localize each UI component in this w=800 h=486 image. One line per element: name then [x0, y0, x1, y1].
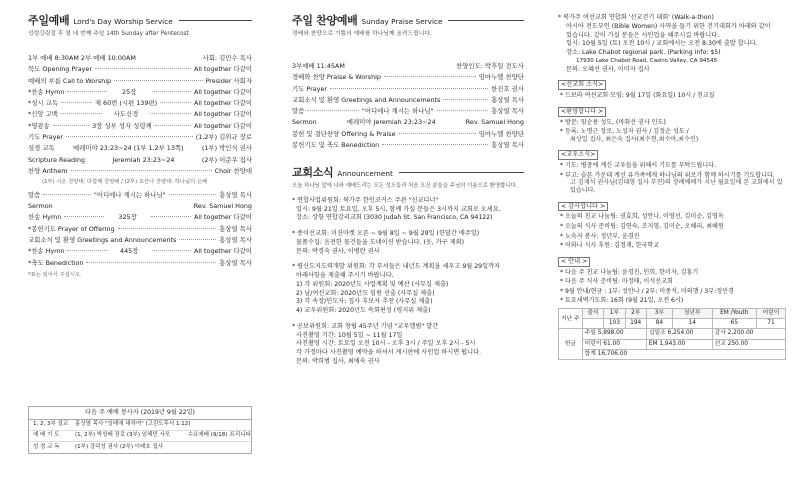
divider [179, 20, 252, 21]
praise-header [292, 14, 524, 28]
order-item-label: 교회소식 및 환영 Greetings and Announcements [28, 236, 177, 245]
dotted-leader [152, 91, 191, 92]
announce-line: * 공보위원회: 교회 창립 45주년 기념 "교우앨범" 발간 [292, 322, 439, 330]
dotted-leader [67, 250, 106, 251]
order-item-person: 홍상열 목사 [491, 95, 524, 104]
order-item-person: 임마누엘 찬양단 [478, 73, 524, 82]
news-item: * 어와나 식사 후원: 김정재, 한국학교 [560, 242, 660, 250]
praise-time-row [292, 62, 524, 73]
order-item-person: 홍상열 목사 [491, 107, 525, 116]
order-item [292, 85, 524, 96]
praise-title-ko: 주일 찬양예배 [292, 14, 358, 27]
order-item-label: 성경 교독 [28, 144, 55, 153]
walk-contact: 문의: 오혜선 권사, 이미자 집사 [566, 65, 650, 73]
dotted-leader [437, 110, 489, 111]
dotted-leader [67, 91, 106, 92]
order-item [28, 167, 252, 178]
news-item: * 방문: 임순용 성도, (마취선 권사 인도) [560, 118, 666, 126]
order-item-label: *영광송 [28, 121, 50, 130]
order-item [28, 225, 252, 236]
news-block [558, 107, 786, 144]
offering-value: 선교 250.00 [712, 339, 785, 349]
news-item: * 드보라 여선교회 모임: 9월 17일 (화요일) 10시 / 친교실 [560, 92, 715, 100]
order-item [28, 65, 252, 76]
order-item [28, 213, 252, 224]
dotted-leader [307, 110, 359, 111]
news-block-tag: <교우소식> [558, 150, 598, 160]
order-item-person: 홍상열 목사 [219, 258, 252, 267]
order-item-person: (1,2부) 김위규 장로 [195, 133, 252, 142]
announce-list [292, 197, 524, 366]
next-week-box [28, 406, 252, 454]
order-item [28, 110, 252, 121]
stand-note: *표는 일어서 주십시오. [28, 271, 82, 278]
order-item-label: 묵도 Opening Prayer [28, 65, 92, 74]
next-week-title: 다음 주 예배 봉사자 (2019년 9월 22일) [29, 407, 251, 420]
dotted-leader [152, 250, 191, 251]
order-item-label: Scripture Reading [28, 155, 85, 164]
announce-line: 장소: 상항 연합감리교회 (3030 Judah St. San Francisco, CA 94122) [296, 214, 493, 222]
order-item-detail: 3장 성부 성자 성령께 [92, 121, 152, 130]
order-item [292, 141, 524, 152]
order-item-person: 임마누엘 찬양단 [478, 129, 524, 138]
attendance-value: 71 [756, 319, 785, 329]
order-item-person: (1부) 박인식 권사 [201, 144, 252, 153]
order-item-label: Sermon [292, 118, 317, 127]
order-item-label: Sermon [28, 202, 53, 211]
praise-column [262, 0, 532, 486]
order-item-label: 봉헌 및 결단찬양 Offering & Praise [292, 129, 396, 138]
worship-title-ko: 주일예배 [28, 14, 70, 27]
next-week-value: 홍상열 목사 "잉태에 대하여" (고린도후서 1:12) [75, 421, 191, 428]
announce-line: * 평신도지도력개발 위원회: 각 부서들은 내년도 계획을 세우고 9월 29일까지 [292, 263, 501, 271]
announce-intro: 오늘 하나님 앞에 나와 예배드리는 모든 성도들과 처음 오신 분들을 주님의 이름으로 환영합니다. [292, 183, 518, 190]
news-item-detail: 고 김재석 권사님(김대영 집사 부친)의 장례예배가 지난 월요일에 본 교회에서 있었습니다. [570, 179, 783, 194]
announce-line: * 종이선교회: 미션마켓 오픈 ~ 9월 8일 ~ 9월 29일 (한달간 매주일) [292, 230, 480, 238]
order-item-person: All together 다같이 [193, 213, 252, 222]
news-block-tag: < 안내 > [558, 257, 590, 267]
order-item-person: (2부) 이준우 집사 [201, 155, 252, 164]
order-item-label: 경배와 찬양 Praise & Worship [292, 73, 381, 82]
attendance-value: 84 [646, 319, 672, 329]
worship-header [28, 14, 252, 28]
worship-time: 1부 예배 8:30AM 2부 예배 10:00AM [28, 53, 136, 62]
next-week-row [29, 431, 251, 442]
dotted-leader [443, 99, 488, 100]
order-item [28, 99, 252, 110]
attendance-col-header: 1부 [604, 308, 625, 318]
offering-side-label: 헌금 [559, 329, 583, 360]
walk-place: 장소: Lake Chabot regional park. (Parking info: $5) [566, 49, 721, 56]
news-item: * 등록: 노명근 장로, 노성자 권사 / 김정순 성도 / [560, 128, 689, 136]
news-item: * 기도: 병중에 계신 교우들을 위해서 기도를 부탁드립니다. [560, 162, 716, 170]
order-item-label: 예배의 부름 Call to Worship [28, 76, 112, 85]
walk-a-thon-notice [558, 14, 786, 73]
next-week-value: (1, 2부) 박성배 장로 (3부) 임해민 사모 [75, 432, 171, 439]
news-item: * 오늘의 식사 준비팀: 김연숙, 조지영, 김미순, 오혜리, 최혜원 [560, 222, 724, 230]
order-item-detail: "어디에나 계시는 하나님" [361, 107, 434, 116]
dotted-leader [155, 125, 191, 126]
walk-line: 아시아 전도부인 (Bible Women) 사역을 돕기 위한 걷기대회가 아래와 같이 [566, 22, 771, 30]
attendance-value: 14 [672, 319, 712, 329]
order-item-detail: 예레미야 23:23~24 (1부 1,2부 13쪽) [72, 144, 184, 153]
attendance-col-header: 3부 [646, 308, 672, 318]
news-item: * 오늘의 친교 나눔팀: 권효희, 성안나, 이영선, 김미순, 김영옥 [560, 213, 724, 221]
news-block-tag: <선교회 소식> [558, 80, 606, 90]
order-item [292, 118, 524, 129]
news-block-tag: <환영합니다 > [558, 107, 606, 117]
attendance-col-header: 청년부 [672, 308, 712, 318]
next-week-role: 예 배 기 도 [33, 432, 60, 439]
order-item [28, 259, 252, 270]
announce-header [292, 166, 524, 180]
order-item-detail: 25장 [122, 87, 137, 96]
order-item-detail: Jeremiah 23:23~24 [112, 155, 175, 164]
order-item-label: 봉헌기도 및 축도 Benediction [292, 141, 380, 150]
news-item: * 노숙자 봉사: 정년부, 윤경진 [560, 232, 640, 240]
dotted-leader [382, 144, 488, 145]
walk-title: * 북가주 여선교회 연합회 '선교걷기 대회' (Walk-a-thon) [558, 14, 714, 21]
order-item-person: Rev. Samuel Hong [193, 202, 252, 211]
order-item-detail: 325장 [118, 213, 137, 222]
order-item-label: 찬송 Hymn [28, 213, 62, 222]
order-item [28, 133, 252, 144]
divider [399, 172, 524, 173]
order-item-label: 기도 Prayer [28, 133, 64, 142]
order-item [292, 130, 524, 141]
worship-column [0, 0, 262, 486]
order-item [28, 88, 252, 99]
order-item [292, 96, 524, 107]
order-item-detail: 제 60번 (시편 139편) [94, 99, 158, 108]
anthem-note: (1부) 시온 찬양대: 다함께 찬양해 / (2부) 호산나 찬양대: 하나님의 은혜 [42, 179, 208, 186]
announce-gap [292, 316, 524, 323]
next-week-role: 성 경 교 독 [33, 443, 60, 450]
attendance-side-label: 지난 주 [559, 308, 583, 328]
praise-order-list [292, 73, 524, 152]
order-item-person: All together 다같이 [193, 99, 253, 108]
order-item-person: 홍상열 목사 [219, 236, 252, 245]
order-item-label: *찬송 Hymn [28, 87, 65, 96]
announce-line: 일시: 9월 21일 토요일, 오후 5시, 함께 가실 분들은 3시까지 교회로 오세요. [296, 205, 501, 213]
order-item [292, 73, 524, 84]
order-item-label: 말씀 [292, 107, 305, 116]
announce-line: 문의: 박희범 집사, 최애숙 권사 [296, 357, 380, 365]
next-week-role-2: 수요예배 (9/18) : [187, 432, 231, 439]
order-item-label: *축도 Benediction [28, 258, 84, 267]
attendance-col-header: EM /Youth [712, 308, 756, 318]
announce-line: 사진촬영 기간: 10월 5일 ~ 11월 17일 [296, 331, 403, 339]
order-item-label: *찬송 Hymn [28, 247, 65, 256]
order-item-person: All together 다같이 [193, 247, 252, 256]
news-block [558, 257, 786, 305]
announce-line: 문의: 박경숙 권사, 이병란 권사 [296, 247, 380, 255]
announce-line: 아래사항을 제출해 주시기 바랍니다. [296, 272, 394, 280]
order-item [28, 247, 252, 258]
announce-line: 2) 남/여선교회: 2020년도 임원 선출 (사무실 제출) [296, 289, 435, 297]
worship-title-en: Lord's Day Worship Service [73, 17, 173, 26]
order-item-label: 찬양 Anthem [28, 166, 68, 175]
dotted-leader [384, 76, 476, 77]
praise-subtitle: 경배와 찬양으로 기쁨의 예배를 하나님께 올려드립니다. [292, 30, 432, 37]
order-item-person: 홍상열 목사 [219, 190, 253, 199]
dotted-leader [95, 68, 191, 69]
praise-time: 3부예배 11:45AM [292, 61, 345, 70]
attendance-value: 194 [625, 319, 646, 329]
offering-total: 합계 16,706.00 [582, 349, 785, 359]
order-item-label: *성시 교독 [28, 99, 58, 108]
order-item-person: 홍상열 목사 [491, 141, 524, 150]
announce-title-en: Announcement [337, 169, 393, 179]
announce-line: 1) 각 위원회: 2020년도 사업계획 및 예산 (사무실 제출) [296, 280, 449, 288]
divider [448, 20, 524, 21]
attendance-spacer [582, 319, 604, 329]
worship-sermon-list [28, 191, 252, 270]
order-item [292, 107, 524, 118]
announce-line: 4) 교우위원회: 2020년도 속회편성 (평지위 제출) [296, 307, 431, 315]
finance-table [558, 308, 786, 360]
announce-line: 3) 각 속장/인도자: 집사 후보자 추천 (사무실 제출) [296, 298, 433, 306]
offering-value: 감사 2,200.00 [712, 329, 785, 339]
order-item-detail: 사도신경 [113, 110, 139, 119]
news-block [558, 202, 786, 250]
dotted-leader [118, 228, 216, 229]
news-item: * 토요새벽기도회: 16회 (9월 21일, 오전 6시) [560, 297, 684, 305]
dotted-leader [160, 102, 191, 103]
order-item [28, 202, 252, 213]
news-block [558, 150, 786, 194]
news-item-detail: 최상일 집사, 최은숙 집사(최수현,최수아,최수인) [570, 135, 699, 143]
order-item-person: Choir 찬양대 [214, 166, 252, 175]
announce-line: 물품수집: 음전한 물건들을 도네이션 받습니다. (옷, 가구 제외) [296, 238, 465, 246]
dotted-leader [61, 113, 102, 114]
order-item-person: Rev. Samuel Hong [465, 118, 524, 127]
order-item-person: Presider 사회자 [205, 76, 252, 85]
worship-order-list [28, 65, 252, 178]
attendance-value: 103 [604, 319, 625, 329]
news-item: * 다음 주 식사 준비팀: 마정태, 이석선교회 [560, 278, 673, 286]
announce-line: 사진촬영 시간: 토요일 오전 10시 - 오후 3시 / 주일 오후 2시 - 5시 [296, 340, 476, 348]
dotted-leader [150, 113, 191, 114]
walk-line: 있습니다. 같이 가실 분들은 사인업을 해주시길 바랍니다. [566, 31, 720, 39]
order-item-label: 기도 Prayer [292, 84, 328, 93]
walk-date: 일시: 10월 5일 (토) 오전 10시 / 교회에서는 오전 8:30에 출발 합니다. [566, 40, 758, 48]
dotted-leader [53, 125, 89, 126]
order-item-label: *봉헌기도 Prayer of Offering [28, 224, 115, 233]
order-item-person: 한진호 권사 [491, 84, 524, 93]
news-blocks [558, 80, 786, 305]
news-column [532, 0, 800, 486]
order-item-detail: 445장 [120, 247, 139, 256]
order-item [28, 156, 252, 167]
walk-address: 17930 Lake Chabot Road, Castro Valley, CA 94545 [576, 57, 718, 64]
dotted-leader [330, 88, 488, 89]
order-item [28, 191, 252, 202]
dotted-leader [64, 216, 104, 217]
dotted-leader [114, 80, 203, 81]
announce-line: 각 가정마다 사진촬영 예약을 하셔서 게시판에 사인업 하시면 됩니다. [296, 349, 482, 357]
news-block-tag: < 감사합니다 > [558, 202, 608, 212]
praise-title-en: Sunday Praise Service [361, 17, 443, 26]
dotted-leader [43, 194, 91, 195]
dotted-leader [61, 102, 92, 103]
order-item-label: *신앙 고백 [28, 110, 58, 119]
attendance-col-header: 어린이 [756, 308, 785, 318]
next-week-value: (1부) 강덕성 권사 (2부) 이태호 집사 [75, 443, 164, 450]
order-item-label: 말씀 [28, 190, 41, 199]
attendance-header-label: 출석 [582, 308, 604, 318]
order-item-person: All together 다같이 [193, 110, 252, 119]
offering-value: 주일 5,898.00 [582, 329, 646, 339]
worship-time-row [28, 54, 252, 65]
dotted-leader [151, 216, 191, 217]
order-item-person: All together 다같이 [193, 121, 253, 130]
order-item-detail: 예레미야 Jeremiah 23:23~24 [346, 118, 436, 127]
order-item-person: All together 다같이 [193, 87, 252, 96]
worship-presider: 사회: 김민수 목사 [202, 53, 252, 62]
offering-value: 십일조 6,254.00 [646, 329, 712, 339]
news-item: * 부고: 슬픈 가운데 계신 유가족에게 하나님의 위로가 함께 하시기를 기도합니다. [560, 171, 775, 179]
praise-leader: 찬양인도: 박후일 전도사 [456, 61, 524, 70]
order-item-label: 교회소식 및 환영 Greetings and Announcements [292, 95, 441, 104]
announce-title-ko: 교회소식 [292, 166, 334, 180]
order-item-person: All together 다같이 [193, 65, 252, 74]
next-week-role: 1, 2, 3부 설교 [33, 421, 69, 428]
dotted-leader [169, 194, 217, 195]
dotted-leader [66, 136, 193, 137]
order-item [28, 236, 252, 247]
news-item: * 9월 안내/현금 : 1부: 성안나 / 2부: 미종석, 미의행 / 3부:정민경 [560, 287, 734, 295]
dotted-leader [179, 239, 216, 240]
order-item [28, 77, 252, 88]
attendance-value: 65 [712, 319, 756, 329]
announce-line: * 연합사업위원회: 북가주 한인코커스 주관 "선교디너" [292, 196, 439, 204]
worship-subtitle: 성령강림절 후 열 네 번째 주일 14th Sunday after Pentecost [28, 30, 189, 37]
dotted-leader [399, 133, 476, 134]
order-item-person: 홍상열 목사 [219, 224, 252, 233]
next-week-row [29, 442, 251, 453]
news-block [558, 80, 786, 99]
offering-value: 어린이 61.00 [582, 339, 646, 349]
attendance-col-header: 2부 [625, 308, 646, 318]
order-item [28, 122, 252, 133]
dotted-leader [71, 170, 212, 171]
order-item-detail: "어디에나 계시는 하나님" [93, 190, 166, 199]
news-item: * 다음 주 친교 나눔팀: 윤경진, 인희, 한미자, 김홍기 [560, 268, 699, 276]
next-week-row [29, 420, 251, 431]
offering-value: EM 1,943.00 [646, 339, 712, 349]
order-item [28, 144, 252, 155]
dotted-leader [86, 262, 216, 263]
next-week-value-2: 트리니티 [229, 432, 251, 439]
